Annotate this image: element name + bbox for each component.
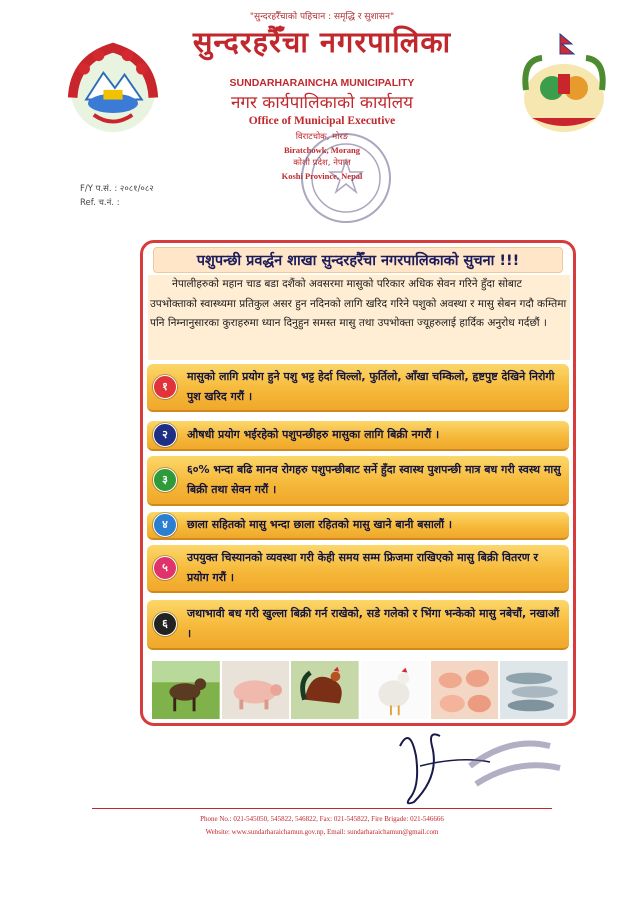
notice-intro: नेपालीहरुको महान चाड बडा दशैंको अवसरमा मासुको परिकार अधिक सेवन गरिने हुँदा सोबाट उपभोक्ताको स्वास्थ्यमा प्रतिकुल असर हुन नदिनको लागि खरिद गरिने पशुको अवस्था र मासु सेबन गदौ कम्तिमा पनि निम्नानुसारका कुराहरुमा ध्यान दिनुहुन समस्त मासु तथा उपभोक्ता ज्यूहरुलाई हार्दिक अनुरोध गर्दछौं । xyxy=(148,275,570,360)
pig-photo xyxy=(222,660,290,720)
province-english: Koshi Province, Nepal xyxy=(281,171,363,181)
item-text: ६०% भन्दा बढि मानव रोगहरु पशुपन्छीबाट सर्ने हुँदा स्वास्थ पुशपन्छी मात्र बध गरी स्वस्थ मासु बिक्री तथा सेवन गरौं । xyxy=(187,463,561,496)
reference-number: Ref. च.नं. : xyxy=(80,198,120,208)
item-number-badge: १ xyxy=(153,375,177,399)
fiscal-year: F/Y प.सं. : २०८१/०८२ xyxy=(80,184,154,194)
item-text: औषधी प्रयोग भईरहेको पशुपन्छीहरु मासुका लागि बिक्री नगरौं । xyxy=(187,428,440,441)
item-number-badge: ६ xyxy=(153,612,177,636)
office-name-nepali: नगर कार्यपालिकाको कार्यालय xyxy=(230,93,414,113)
notice-item xyxy=(147,545,569,593)
municipality-emblem xyxy=(512,30,616,140)
nepal-government-emblem xyxy=(65,40,161,136)
office-name-english: Office of Municipal Executive xyxy=(248,115,396,127)
official-stamp xyxy=(298,130,394,226)
motto: "सुन्दरहरैँचाको पहिचान : समृद्धि र सुशासन" xyxy=(249,12,395,22)
province-nepali: कोशी प्रदेश, नेपाल xyxy=(293,158,351,168)
notice-item xyxy=(147,456,569,506)
notice-item xyxy=(147,600,569,650)
item-text: मासुको लागि प्रयोग हुने पशु भट्ट हेर्दा चिल्लो, फुर्तिलो, आँखा चम्किलो, हृष्टपुष्ट देखिने निरोगी पुश खरिद गरौं । xyxy=(187,370,555,403)
notice-title: पशुपन्छी प्रवर्द्धन शाखा सुन्दरहरैँचा नगरपालिकाको सुचना !!! xyxy=(153,247,563,273)
item-number-badge: ५ xyxy=(153,556,177,580)
municipality-name-nepali: सुन्दरहरैँचा नगरपालिका xyxy=(192,25,452,59)
signature-and-stamp xyxy=(380,706,580,816)
notice-item xyxy=(147,421,569,451)
notice-item xyxy=(147,512,569,540)
item-text: छाला सहितको मासु भन्दा छाला रहितको मासु खाने बानी बसालौं । xyxy=(187,518,453,531)
goat-photo xyxy=(152,660,220,720)
footer-divider xyxy=(92,808,552,809)
item-number-badge: २ xyxy=(153,423,177,447)
item-number-badge: ४ xyxy=(153,513,177,537)
item-number-badge: ३ xyxy=(153,468,177,492)
item-text: जथाभावी बध गरी खुल्ला बिक्री गर्न राखेको, सडे गलेको र भिंगा भन्केको मासु नबेचौं, नखाऔं । xyxy=(187,607,560,640)
item-text: उपयुक्त चिस्यानको व्यवस्था गरी केही समय सम्म फ्रिजमा राखिएको मासु बिक्री वितरण र प्रयोग गरौं । xyxy=(187,551,539,584)
address-english: Biratchowk, Morang xyxy=(283,145,361,155)
rooster-photo xyxy=(291,660,359,720)
address-nepali: विराटचोक, मोरङ xyxy=(295,132,349,142)
footer-phone: Phone No.: 021-545050, 545822, 546822, Fax: 021-545822, Fire Brigade: 021-546666 xyxy=(200,815,444,823)
notice-item xyxy=(147,364,569,412)
footer-website: Website: www.sundarharaichamun.gov.np, Email: sundarharaichamun@gmail.com xyxy=(205,828,439,836)
municipality-name-english: SUNDARHARAINCHA MUNICIPALITY xyxy=(229,77,415,89)
